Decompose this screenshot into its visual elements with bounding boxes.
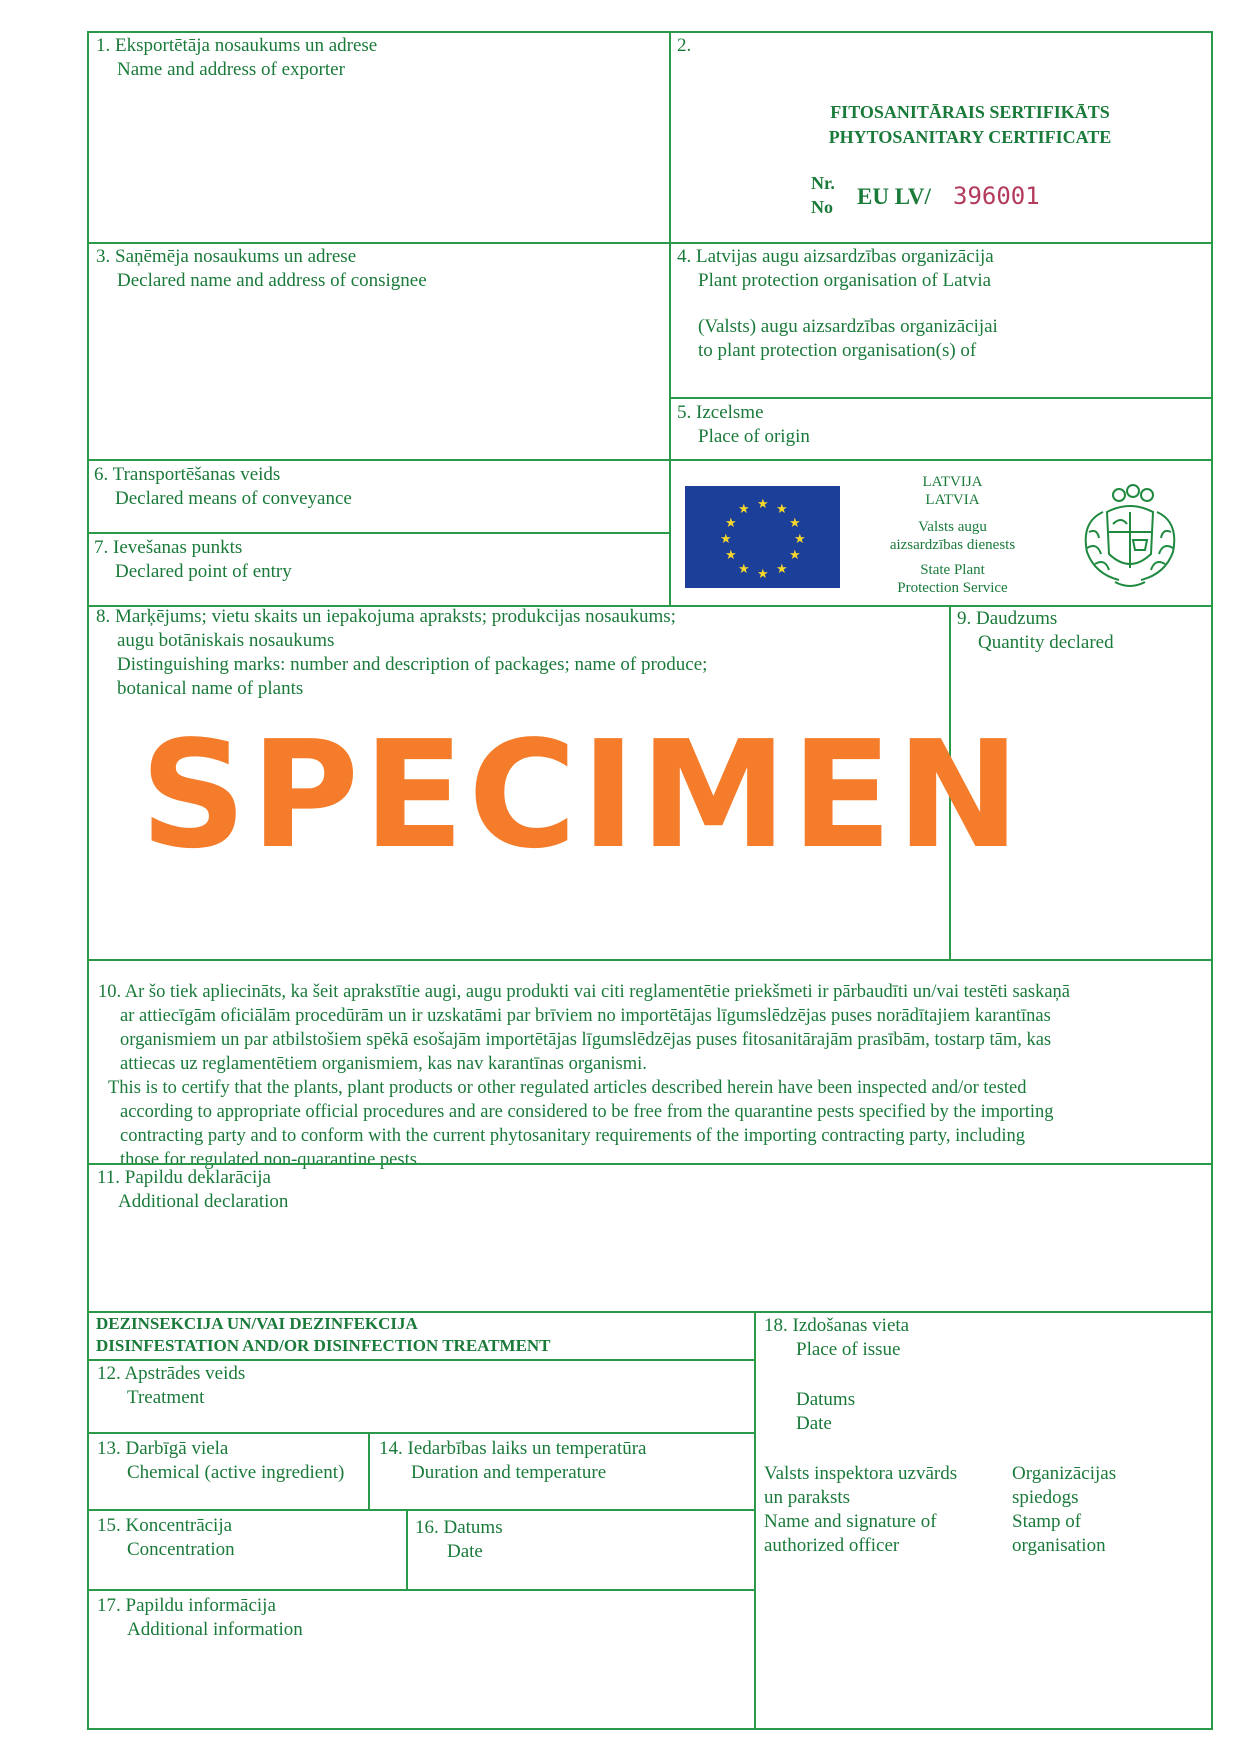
- stamp-lv-1: Organizācijas: [1012, 1463, 1117, 1484]
- certificate-title-en: PHYTOSANITARY CERTIFICATE: [828, 127, 1112, 147]
- box-12-label-lv: 12. Apstrādes veids: [97, 1363, 246, 1384]
- certificate-serial-number: 396001: [953, 182, 1040, 210]
- treatment-header-en: DISINFESTATION AND/OR DISINFECTION TREATMENT: [96, 1336, 551, 1355]
- box-8-label-lv-2: augu botāniskais nosaukums: [117, 630, 335, 651]
- certification-lv-3: organismiem un par atbilstošiem spēkā esošajām importētājas līgumslēdzējas puses fitosanitārajām prasībām, tostarp tām, kas: [120, 1030, 1052, 1050]
- certification-en-2: according to appropriate official procedures and are considered to be free from the quarantine pests specified by the importing: [120, 1102, 1054, 1122]
- officer-lv-2: un paraksts: [764, 1487, 851, 1508]
- box-6-label-lv: 6. Transportēšanas veids: [94, 464, 281, 485]
- officer-en-1: Name and signature of: [764, 1511, 937, 1532]
- certificate-number-label-lv: Nr.: [811, 173, 835, 193]
- box-11-label-lv: 11. Papildu deklarācija: [97, 1167, 271, 1188]
- box-18-label-lv: 18. Izdošanas vieta: [764, 1315, 910, 1336]
- box-15-label-lv: 15. Koncentrācija: [97, 1515, 233, 1536]
- box-17-label-lv: 17. Papildu informācija: [97, 1595, 276, 1616]
- box-4-destination-lv: (Valsts) augu aizsardzības organizācijai: [698, 316, 998, 337]
- box-3-label: [96, 245, 427, 293]
- box-18-date-label: [796, 1388, 855, 1436]
- box-18-label: [764, 1314, 909, 1362]
- box-4-destination-label: [698, 315, 998, 363]
- certificate-title: [760, 100, 1180, 150]
- certificate-title-lv: FITOSANITĀRAIS SERTIFIKĀTS: [830, 102, 1110, 122]
- officer-signature-label: [764, 1462, 957, 1558]
- box-18-date-en: Date: [796, 1413, 832, 1434]
- box-15-label-en: Concentration: [127, 1539, 235, 1560]
- certification-en-3: contracting party and to conform with the current phytosanitary requirements of the importing contracting party, including: [120, 1126, 1026, 1146]
- box-8-label-en-2: botanical name of plants: [117, 678, 304, 699]
- service-name-en-2: Protection Service: [897, 580, 1008, 596]
- service-name-lv-2: aizsardzības dienests: [889, 537, 1016, 553]
- box-12-label: [97, 1362, 245, 1410]
- box-18-label-en: Place of issue: [796, 1339, 901, 1360]
- certification-lv-1: 10. Ar šo tiek apliecināts, ka šeit aprakstītie augi, augu produkti vai citi reglamentētie priekšmeti ir pārbaudīti un/vai testēti saskaņā: [98, 982, 1070, 1002]
- box-16-label-en: Date: [447, 1541, 483, 1562]
- box-1-label: [96, 34, 377, 82]
- box-5-label-lv: 5. Izcelsme: [677, 402, 764, 423]
- box-1-label-lv: 1. Eksportētāja nosaukums un adrese: [96, 35, 378, 56]
- box-13-label-lv: 13. Darbīgā viela: [97, 1438, 229, 1459]
- service-name-en-1: State Plant: [920, 562, 985, 578]
- service-name-block: [865, 473, 1040, 597]
- box-17-label: [97, 1594, 303, 1642]
- country-name-lv: LATVIJA: [922, 474, 983, 490]
- organisation-stamp-label: [1012, 1462, 1116, 1558]
- specimen-watermark: SPECIMEN: [140, 709, 1025, 881]
- country-name-en: LATVIA: [925, 492, 980, 508]
- box-13-label-en: Chemical (active ingredient): [127, 1462, 345, 1483]
- box-6-label: [94, 463, 352, 511]
- certificate-number-prefix: EU LV/: [857, 184, 931, 209]
- box-13-label: [97, 1437, 344, 1485]
- box-14-label-en: Duration and temperature: [411, 1462, 607, 1483]
- box-16-label: [415, 1516, 503, 1564]
- box-8-label-en-1: Distinguishing marks: number and description of packages; name of produce;: [117, 654, 708, 675]
- box-8-label: [96, 605, 707, 701]
- box-16-label-lv: 16. Datums: [415, 1517, 503, 1538]
- box-4-destination-en: to plant protection organisation(s) of: [698, 340, 977, 361]
- box-4-label: [677, 245, 994, 293]
- box-12-label-en: Treatment: [127, 1387, 205, 1408]
- box-3-label-en: Declared name and address of consignee: [117, 270, 427, 291]
- box-5-label: [677, 401, 810, 449]
- box-9-label-lv: 9. Daudzums: [957, 608, 1058, 629]
- certification-lv-2: ar attiecīgām oficiālām procedūrām un ir uzskatāmi par brīviem no importētājas līgumslēdzējas puses norādītajiem karantīnas: [120, 1006, 1051, 1026]
- box-14-label: [379, 1437, 646, 1485]
- service-name-lv-1: Valsts augu: [918, 519, 987, 535]
- box-9-label-en: Quantity declared: [978, 632, 1114, 653]
- stamp-en-2: organisation: [1012, 1535, 1106, 1556]
- certification-statement: [98, 980, 1203, 1172]
- box-2-number: 2.: [677, 35, 692, 56]
- certification-en-4: those for regulated non-quarantine pests.: [120, 1150, 422, 1170]
- box-7-label-lv: 7. Ievešanas punkts: [94, 537, 243, 558]
- stamp-lv-2: spiedogs: [1012, 1487, 1079, 1508]
- box-4-label-lv: 4. Latvijas augu aizsardzības organizācija: [677, 246, 994, 267]
- officer-lv-1: Valsts inspektora uzvārds: [764, 1463, 958, 1484]
- box-17-label-en: Additional information: [127, 1619, 303, 1640]
- certification-en-1: This is to certify that the plants, plant products or other regulated articles described herein have been inspected and/or tested: [108, 1078, 1027, 1098]
- box-11-label-en: Additional declaration: [118, 1191, 289, 1212]
- box-7-label-en: Declared point of entry: [115, 561, 292, 582]
- eu-flag-icon: ★ ★ ★ ★ ★ ★ ★ ★ ★ ★ ★ ★: [685, 486, 840, 588]
- box-15-label: [97, 1514, 235, 1562]
- box-4-label-en: Plant protection organisation of Latvia: [698, 270, 992, 291]
- box-18-date-lv: Datums: [796, 1389, 856, 1410]
- box-5-label-en: Place of origin: [698, 426, 810, 447]
- box-9-label: [957, 607, 1114, 655]
- box-11-label: [97, 1166, 288, 1214]
- officer-en-2: authorized officer: [764, 1535, 900, 1556]
- box-7-label: [94, 536, 292, 584]
- certificate-number-label-en: No: [811, 197, 833, 217]
- box-1-label-en: Name and address of exporter: [117, 59, 345, 80]
- box-8-label-lv-1: 8. Marķējums; vietu skaits un iepakojuma apraksts; produkcijas nosaukums;: [96, 606, 676, 627]
- box-3-label-lv: 3. Saņēmēja nosaukums un adrese: [96, 246, 357, 267]
- treatment-header-text: [96, 1313, 551, 1357]
- certification-lv-4: attiecas uz reglamentētiem organismiem, kas nav karantīnas organismi.: [120, 1054, 647, 1074]
- stamp-en-1: Stamp of: [1012, 1511, 1082, 1532]
- box-6-label-en: Declared means of conveyance: [115, 488, 352, 509]
- latvia-coat-of-arms-icon: [1075, 482, 1185, 594]
- box-14-label-lv: 14. Iedarbības laiks un temperatūra: [379, 1438, 647, 1459]
- treatment-header-lv: DEZINSEKCIJA UN/VAI DEZINFEKCIJA: [96, 1314, 418, 1333]
